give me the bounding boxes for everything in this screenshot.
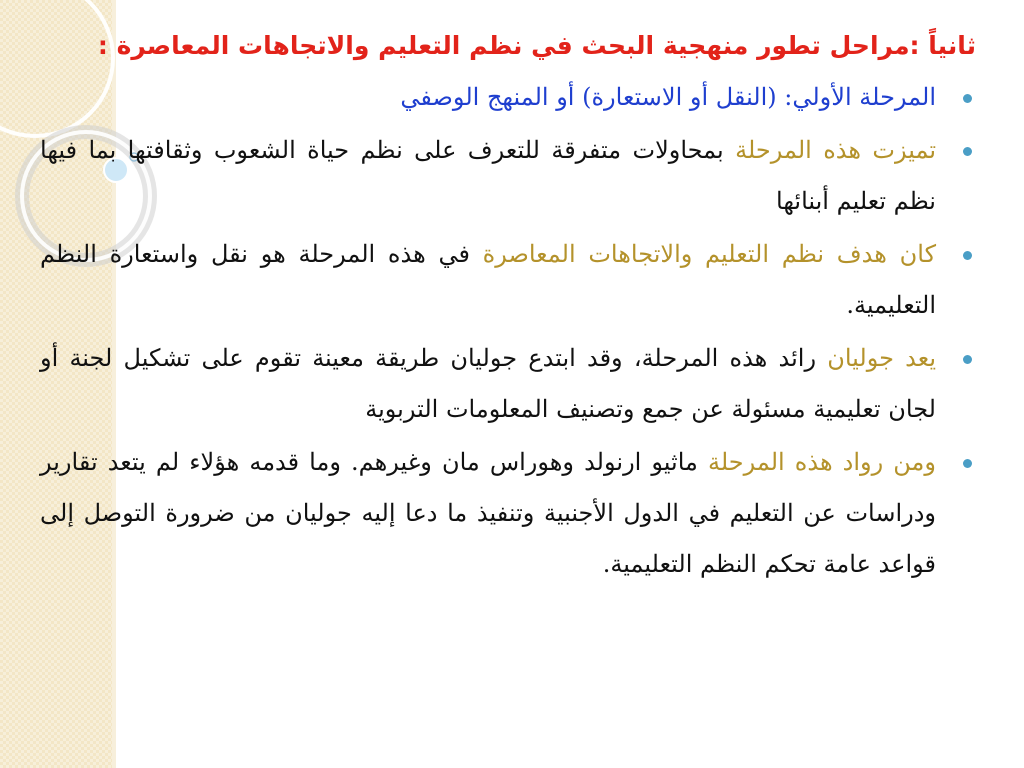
bullet-item-2	[40, 125, 976, 227]
bullet-item-1	[40, 72, 976, 123]
slide-title: ثانياً :مراحل تطور منهجية البحث في نظم التعليم والاتجاهات المعاصرة :	[97, 31, 976, 60]
bullet-lead: تميزت هذه المرحلة	[735, 136, 937, 164]
bullet-lead: ومن رواد هذه المرحلة	[707, 448, 936, 476]
bullet-item-3	[40, 229, 976, 331]
slide-content	[40, 22, 976, 592]
bullet-item-4	[40, 333, 976, 435]
bullet-item-5	[40, 437, 976, 590]
bullet-dot-icon	[963, 459, 972, 468]
bullet-lead: يعد جوليان	[827, 344, 936, 372]
bullet-list	[40, 72, 976, 590]
bullet-dot-icon	[963, 147, 972, 156]
bullet-text: بمحاولات متفرقة للتعرف على نظم حياة الشعوب وثقافتها بما فيها نظم تعليم أبنائها	[40, 136, 936, 215]
bullet-text: رائد هذه المرحلة، وقد ابتدع جوليان طريقة معينة تقوم على تشكيل لجنة أو لجان تعليمية مسئولة عن جمع وتصنيف المعلومات التربوية	[40, 344, 936, 423]
bullet-text: المرحلة الأولي: (النقل أو الاستعارة) أو المنهج الوصفي	[400, 83, 936, 111]
bullet-dot-icon	[963, 355, 972, 364]
bullet-lead: كان هدف نظم التعليم والاتجاهات المعاصرة	[482, 240, 936, 268]
bullet-text: ماثيو ارنولد وهوراس مان وغيرهم. وما قدمه هؤلاء لم يتعد تقارير ودراسات عن التعليم في الدول الأجنبية وتنفيذ ما دعا إليه جوليان من ضرورة التوصل إلى قواعد عامة تحكم النظم التعليمية.	[40, 448, 936, 578]
bullet-dot-icon	[963, 94, 972, 103]
bullet-text: في هذه المرحلة هو نقل واستعارة النظم التعليمية.	[40, 240, 936, 319]
bullet-dot-icon	[963, 251, 972, 260]
